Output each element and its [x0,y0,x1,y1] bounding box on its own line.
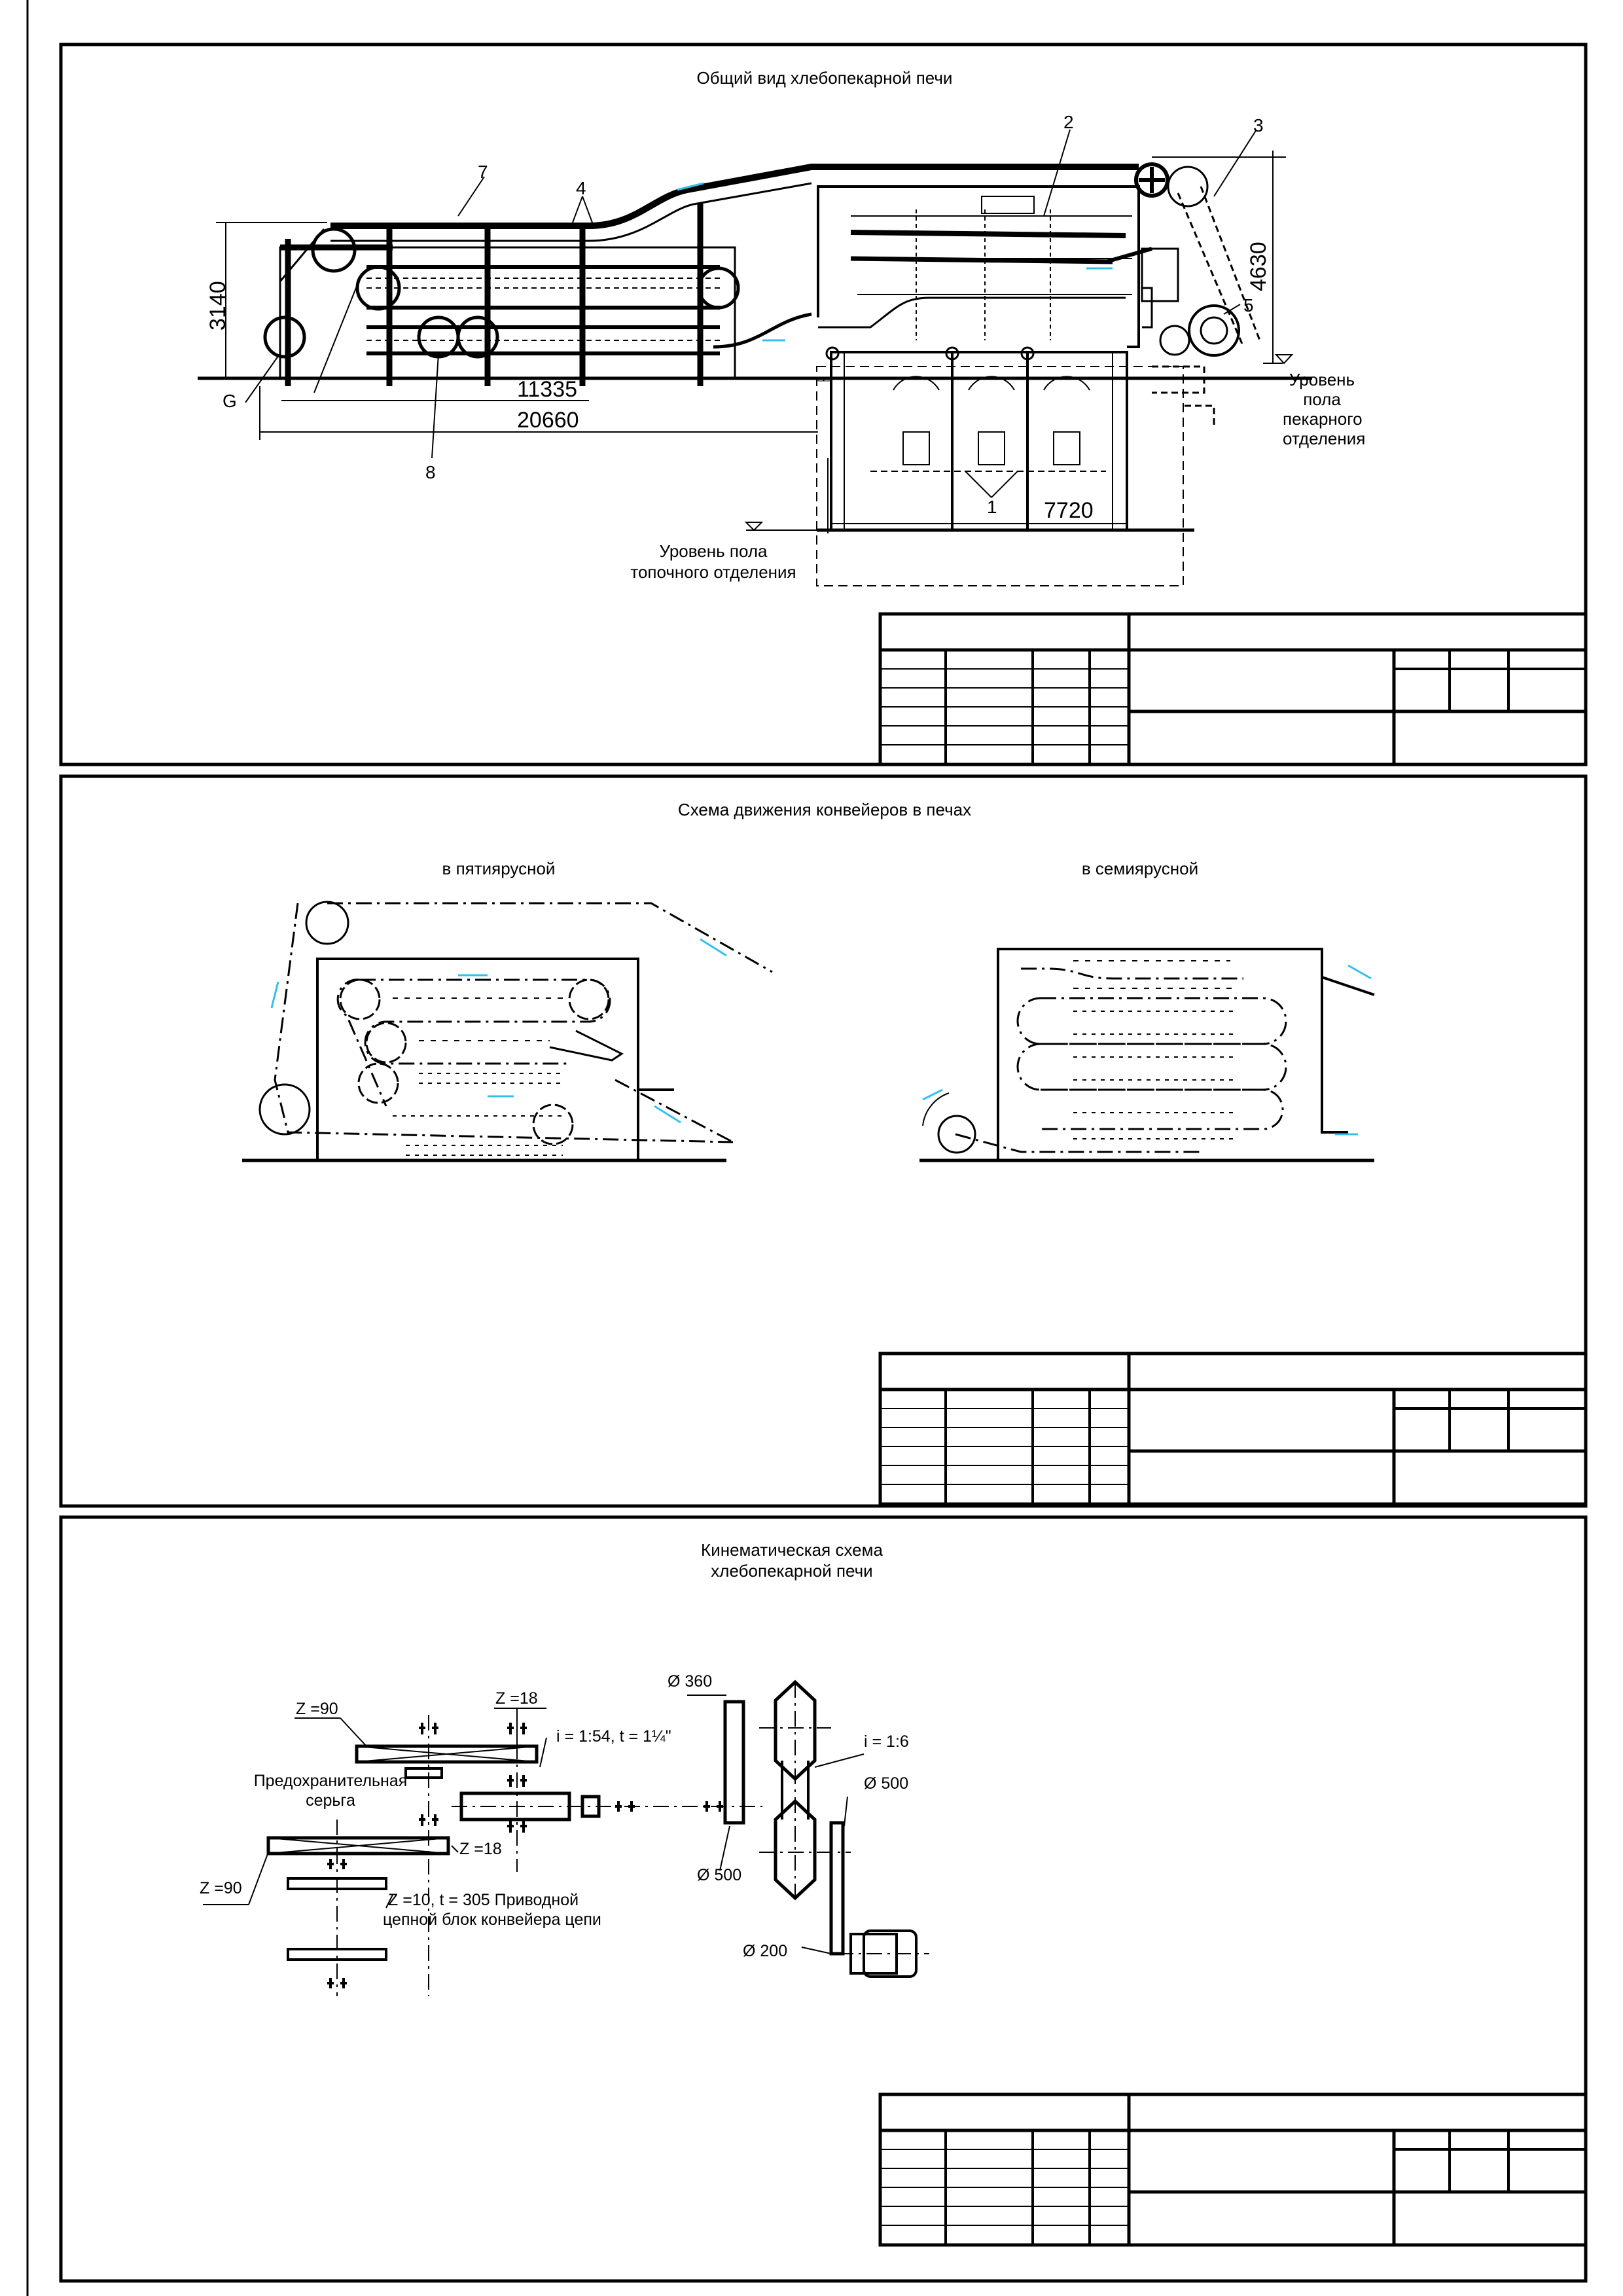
sheet-frames [27,0,1586,2296]
callout-5: 5 [1243,295,1254,315]
label-z18-bottom: Z =18 [459,1840,502,1858]
five-tier-scheme [242,902,772,1160]
title-block-3 [880,2094,1586,2245]
bakery-floor-label [1283,370,1366,448]
dim-7720: 7720 [1044,498,1094,523]
label-drive-block [383,1890,601,1929]
bakery-floor-line2: пола [1303,389,1341,409]
bakery-floor-line3: пекарного [1283,409,1363,429]
dim-11335: 11335 [517,377,578,402]
label-z18-top: Z =18 [495,1689,538,1708]
sheet1-title: Общий вид хлебопекарной печи [696,68,953,88]
sheet3-title-line1: Кинематическая схема [701,1540,883,1560]
safety-link-line2: серьга [306,1791,355,1810]
drive-block-line2: цепной блок конвейера цепи [383,1910,601,1929]
label-d500-left: Ø 500 [697,1866,742,1884]
callout-g: G [223,391,237,411]
furnace-floor-line2: топочного отделения [630,562,796,582]
safety-link-line1: Предохранительная [253,1772,408,1790]
five-tier-caption: в пятиярусной [442,859,556,878]
seven-tier-scheme [919,949,1374,1160]
label-d500-right: Ø 500 [864,1774,909,1793]
seven-tier-caption: в семиярусной [1081,859,1199,878]
sheet3-title-line2: хлебопекарной печи [711,1561,873,1581]
drive-block-line1: Z =10, t = 305 Приводной [388,1891,579,1909]
label-z90-bottom: Z =90 [200,1879,242,1897]
callout-8: 8 [425,462,436,482]
callout-1: 1 [987,497,997,517]
dim-3140: 3140 [205,281,230,331]
label-ratio-belt: i = 1:6 [864,1732,909,1751]
frame-3 [61,1517,1586,2281]
title-block-2 [880,1354,1586,1504]
label-d360: Ø 360 [668,1672,713,1691]
furnace-floor-line1: Уровень пола [659,541,768,561]
callout-3: 3 [1253,115,1264,135]
callout-7: 7 [478,162,488,182]
dim-20660: 20660 [517,408,579,433]
title-block-1 [880,614,1586,764]
furnace-floor-label [618,541,808,583]
callout-4: 4 [576,178,586,198]
bakery-floor-line1: Уровень [1289,370,1355,389]
dim-4630: 4630 [1246,242,1271,291]
label-d200: Ø 200 [743,1942,788,1960]
frame-2 [61,776,1586,1506]
callout-2: 2 [1063,112,1074,132]
bakery-floor-line4: отделения [1283,429,1366,448]
sheet2-title: Схема движения конвейеров в печах [677,800,972,819]
oven-general-view [198,130,1312,586]
label-ratio-chain: i = 1:54, t = 1¼" [556,1727,671,1746]
label-safety-link [242,1771,419,1810]
sheet3-title [694,1539,890,1581]
label-z90-top: Z =90 [296,1700,338,1718]
